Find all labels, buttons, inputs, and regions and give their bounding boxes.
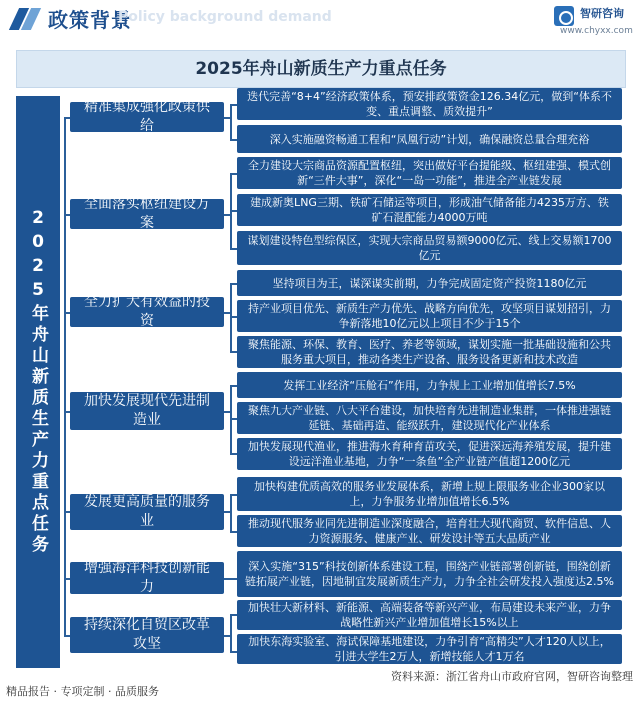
category-box-manufacturing: 加快发展现代先进制造业 <box>70 392 224 430</box>
task-connector <box>230 104 232 139</box>
header <box>0 0 641 40</box>
main-connector <box>64 117 66 635</box>
task-item: 发挥工业经济“压舱石”作用，力争规上工业增加值增长7.5% <box>237 372 622 398</box>
brand-logo-icon <box>554 6 574 26</box>
task-item: 建成新奥LNG三期、铁矿石储运等项目，形成油气储备能力4235万方、铁矿石混配能力4000万吨 <box>237 194 622 226</box>
task-connector <box>230 651 237 653</box>
category-box-investment: 全力扩大有效益的投资 <box>70 297 224 327</box>
diagram-title: 2025年舟山新质生产力重点任务 <box>16 50 626 88</box>
task-connector <box>230 385 237 387</box>
section-ghost-text: Policy background demand <box>118 9 332 25</box>
task-connector <box>230 453 237 455</box>
task-item: 全力建设大宗商品资源配置枢纽，突出做好平台提能级、枢纽建强、模式创新“三件大事”，深化“一岛一功能”，推进全产业链发展 <box>237 157 622 189</box>
category-box-ftz: 持续深化自贸区改革攻坚 <box>70 617 224 653</box>
task-connector <box>230 210 237 212</box>
side-label-box <box>16 96 60 668</box>
task-connector <box>230 418 237 420</box>
brand-name: 智研咨询 <box>580 7 624 20</box>
task-connector <box>224 578 237 580</box>
category-box-marine-tech: 增强海洋科技创新能力 <box>70 562 224 594</box>
footer-tagline: 精品报告 · 专项定制 · 品质服务 <box>6 685 159 698</box>
task-connector <box>230 248 237 250</box>
task-item: 聚焦九大产业链、八大平台建设，加快培育先进制造业集群，一体推进强链延链、基础再造、能级跃升，建设现代化产业体系 <box>237 402 622 434</box>
task-connector <box>230 139 237 141</box>
task-item: 聚焦能源、环保、教育、医疗、养老等领域，谋划实施一批基础设施和公共服务重大项目，推动各类生产设备、服务设备更新和技术改造 <box>237 336 622 368</box>
task-connector <box>230 283 237 285</box>
task-item: 推动现代服务业同先进制造业深度融合，培育壮大现代商贸、软件信息、人力资源服务、健康产业、研发设计等五大品质产业 <box>237 515 622 547</box>
source-note: 资料来源：浙江省舟山市政府官网，智研咨询整理 <box>391 670 633 683</box>
category-box-policy: 精准集成强化政策供给 <box>70 102 224 132</box>
section-mark-icon <box>10 8 40 30</box>
task-item: 谋划建设特色型综保区，实现大宗商品贸易额9000亿元、线上交易额1700亿元 <box>237 231 622 265</box>
task-item: 加快壮大新材料、新能源、高端装备等新兴产业，布局建设未来产业，力争战略性新兴产业增加值增长15%以上 <box>237 600 622 630</box>
task-connector <box>230 614 232 651</box>
task-item: 深入实施融资畅通工程和“凤凰行动”计划，确保融资总量合理充裕 <box>237 125 622 153</box>
task-connector <box>230 173 237 175</box>
task-item: 坚持项目为王，谋深谋实前期，力争完成固定资产投资1180亿元 <box>237 270 622 296</box>
brand-url[interactable]: www.chyxx.com <box>560 26 633 36</box>
task-item: 加快构建优质高效的服务业发展体系，新增上规上限服务业企业300家以上，力争服务业增加值增长6.5% <box>237 477 622 511</box>
task-item: 迭代完善“8+4”经济政策体系，预安排政策资金126.34亿元，做到“体系不变、重点调整、质效提升” <box>237 88 622 120</box>
section-title: 政策背景 <box>48 8 132 32</box>
task-item: 持产业项目优先、新质生产力优先、战略方向优先，攻坚项目谋划招引，力争新落地10亿元以上项目不少于15个 <box>237 300 622 332</box>
task-connector <box>230 494 232 531</box>
task-connector <box>230 351 237 353</box>
task-connector <box>230 104 237 106</box>
task-connector <box>230 316 237 318</box>
task-item: 加快发展现代渔业，推进海水育种育苗攻关，促进深远海养殖发展，提升建设远洋渔业基地，力争“一条鱼”全产业链产值超1200亿元 <box>237 438 622 470</box>
category-box-services: 发展更高质量的服务业 <box>70 494 224 530</box>
task-connector <box>230 614 237 616</box>
task-connector <box>230 531 237 533</box>
task-item: 加快东海实验室、海试保障基地建设，力争引育“高精尖”人才120人以上，引进大学生2万人，新增技能人才1万名 <box>237 634 622 664</box>
task-connector <box>230 494 237 496</box>
task-item: 深入实施“315”科技创新体系建设工程，围绕产业链部署创新链，围绕创新链拓展产业链，因地制宜发展新质生产力，力争全社会研发投入强度达2.5% <box>237 551 622 597</box>
category-box-hub: 全面落实枢纽建设方案 <box>70 199 224 229</box>
side-label: 2025年舟山新质生产力重点任务 <box>28 208 48 556</box>
